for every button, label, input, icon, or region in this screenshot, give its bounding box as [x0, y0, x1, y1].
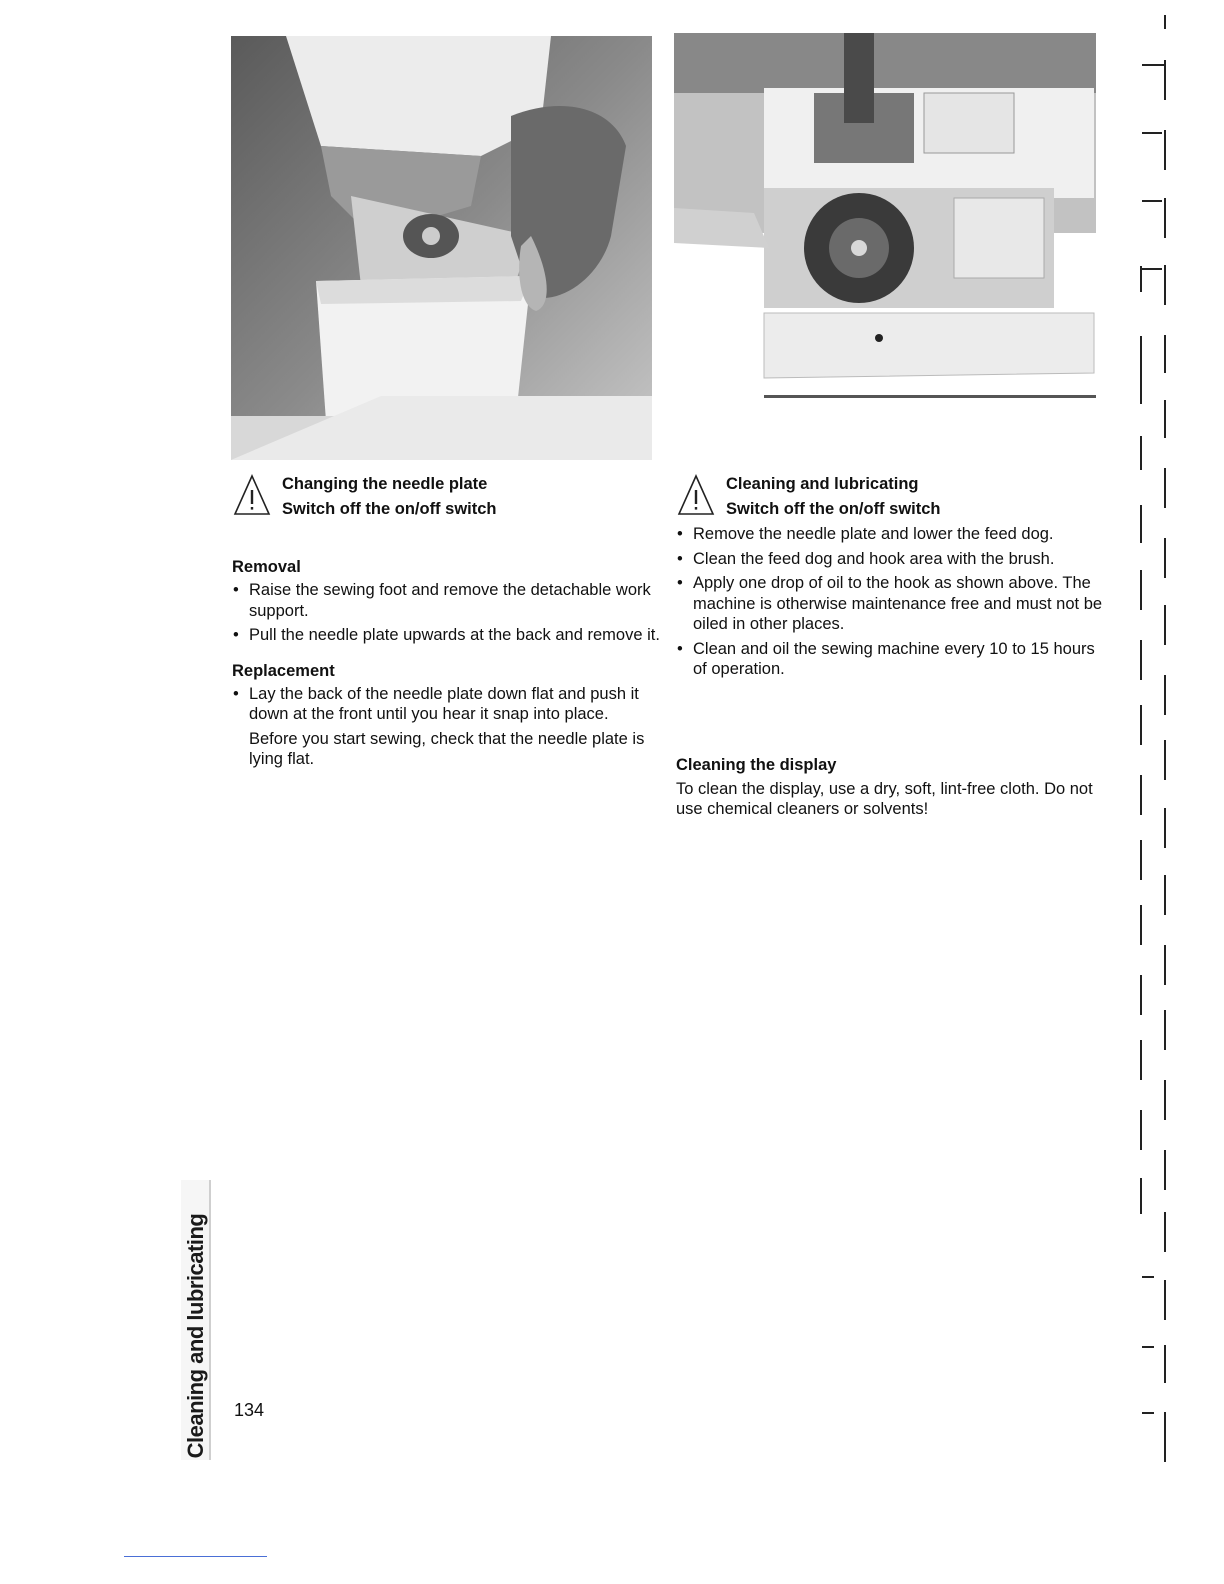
warning-title: Cleaning and lubricating — [726, 475, 919, 493]
list-item: • Clean the feed dog and hook area with the brush. — [676, 549, 1106, 570]
replacement-note: Before you start sewing, check that the needle plate is lying flat. — [249, 729, 645, 768]
right-column — [676, 472, 1106, 820]
edge-register-marks — [1132, 0, 1182, 1480]
warning-block — [676, 472, 1106, 522]
needle-plate-photo — [231, 36, 652, 460]
warning-subtitle: Switch off the on/off switch — [726, 500, 941, 518]
left-column — [232, 472, 662, 770]
warning-subtitle: Switch off the on/off switch — [282, 500, 497, 518]
display-heading: Cleaning the display — [676, 755, 837, 774]
display-text: To clean the display, use a dry, soft, lint-free cloth. Do not use chemical cleaners or solvents! — [676, 779, 1093, 818]
side-tab-label: Cleaning and lubricating — [183, 1213, 208, 1459]
cleaning-list — [676, 524, 1106, 680]
list-item: • Clean and oil the sewing machine every 10 to 15 hours of operation. — [676, 639, 1106, 680]
warning-triangle-icon — [676, 472, 716, 518]
list-item: • Pull the needle plate upwards at the back and remove it. — [232, 625, 662, 646]
list-item: • Apply one drop of oil to the hook as shown above. The machine is otherwise maintenance free and must not be oiled in other places. — [676, 573, 1106, 635]
warning-title: Changing the needle plate — [282, 475, 488, 493]
bottom-rule — [124, 1556, 267, 1557]
list-item: • Remove the needle plate and lower the feed dog. — [676, 524, 1106, 545]
page-number: 134 — [234, 1400, 265, 1420]
list-item: • Lay the back of the needle plate down flat and push it down at the front until you hear it snap into place. — [232, 684, 662, 725]
replacement-list — [232, 684, 662, 725]
warning-block — [232, 472, 662, 522]
replacement-heading: Replacement — [232, 661, 335, 680]
removal-heading: Removal — [232, 558, 301, 576]
hook-area-photo — [674, 33, 1096, 403]
warning-triangle-icon — [232, 472, 272, 518]
removal-list — [232, 580, 662, 646]
list-item: • Raise the sewing foot and remove the detachable work support. — [232, 580, 662, 621]
